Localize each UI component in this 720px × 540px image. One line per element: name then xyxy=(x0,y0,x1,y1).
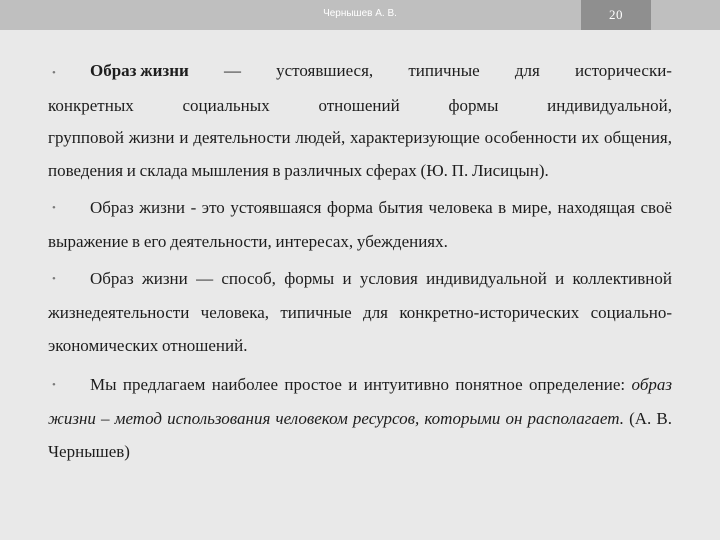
word: конкретных xyxy=(48,95,134,115)
word: социальных xyxy=(182,95,270,115)
paragraph-1-line-2 xyxy=(48,90,672,123)
bullet-icon: • xyxy=(52,379,56,391)
word: формы xyxy=(448,95,499,115)
paragraph-1 xyxy=(48,55,672,187)
paragraph-2 xyxy=(48,191,672,258)
paragraph-3-text: Образ жизни — способ, формы и условия индивидуальной и коллективной жизнедеятельности человека, типичные для конкретно-исторических социально-экономических отношений. xyxy=(48,269,672,355)
paragraph-1-rest: групповой жизни и деятельности людей, характеризующие особенности их общения, поведения и склада мышления в различных сферах (Ю. П. Лисицын). xyxy=(48,128,672,180)
word: для xyxy=(514,61,540,80)
page-number-box xyxy=(581,0,651,30)
paragraph-4-emphasis: образ жизни – метод использования человеком ресурсов, которыми он располагает. xyxy=(48,375,673,428)
paragraph-4-attribution: (А. В. Чернышев) xyxy=(48,409,673,461)
paragraph-1-line-1 xyxy=(48,55,672,90)
word: отношений xyxy=(318,95,400,115)
paragraph-2-text: Образ жизни - это устоявшаяся форма бытия человека в мире, находящая своё выражение в его деятельности, интересах, убеждениях. xyxy=(48,198,672,251)
word: исторически- xyxy=(574,61,672,80)
word: устоявшиеся, xyxy=(276,61,374,80)
paragraph-3 xyxy=(48,262,672,362)
header-author: Чернышев А. В. xyxy=(323,8,397,19)
slide-content xyxy=(48,55,672,468)
bullet-icon: • xyxy=(52,67,56,79)
bullet-icon: • xyxy=(52,202,56,214)
word: типичные xyxy=(408,61,480,80)
paragraph-4-text: Мы предлагаем наиболее простое и интуитивно понятное определение: xyxy=(90,375,626,394)
paragraph-4 xyxy=(48,368,672,468)
page-number: 20 xyxy=(609,7,623,22)
word: индивидуальной, xyxy=(547,95,672,115)
bullet-icon: • xyxy=(52,273,56,285)
term-образ-жизни: Образ жизни xyxy=(90,61,189,80)
word: — xyxy=(223,61,241,80)
header-bar xyxy=(0,0,720,30)
